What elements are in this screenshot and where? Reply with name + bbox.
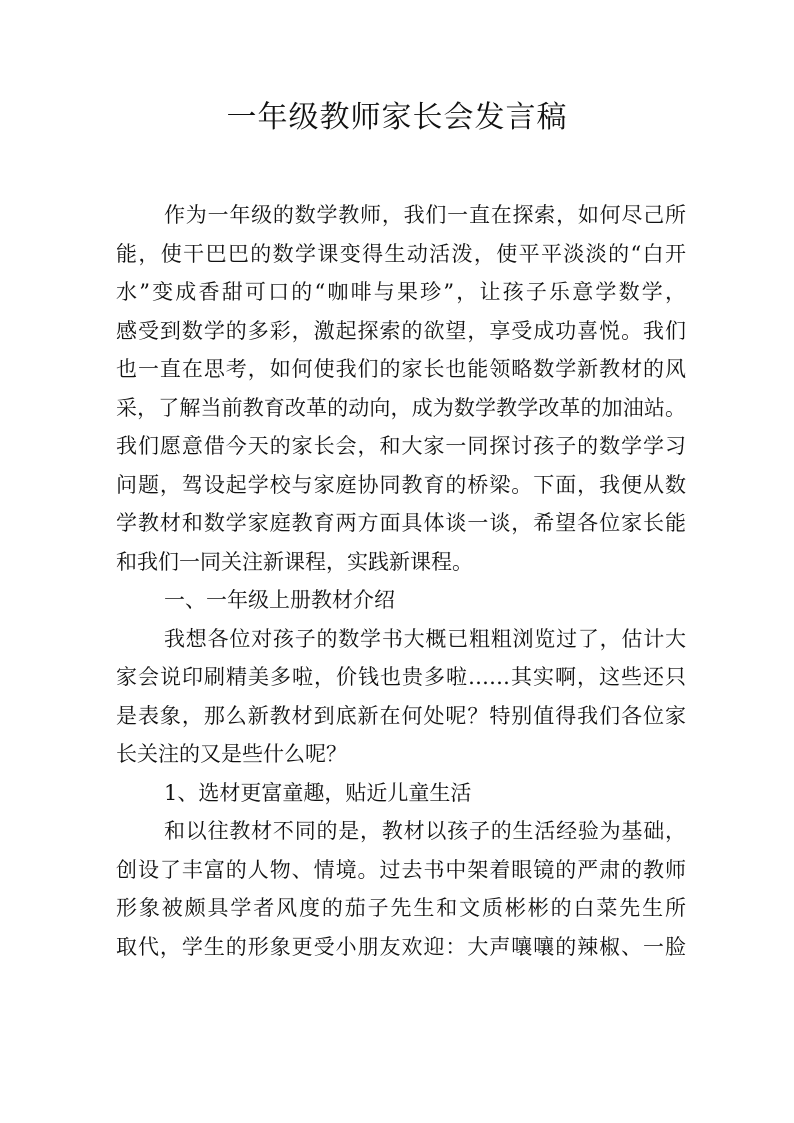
document-body bbox=[116, 196, 686, 966]
paragraph-line: 形象被颇具学者风度的茄子先生和文质彬彬的白菜先生所 bbox=[116, 896, 686, 920]
paragraph-line: 作为一年级的数学教师，我们一直在探索，如何尽己所 bbox=[164, 203, 686, 227]
paragraph-line: 问题，驾设起学校与家庭协同教育的桥梁。下面，我便从数 bbox=[116, 472, 686, 497]
paragraph-line: 学教材和数学家庭教育两方面具体谈一谈，希望各位家长能 bbox=[116, 511, 686, 535]
paragraph-line: 是表象，那么新教材到底新在何处呢？特别值得我们各位家 bbox=[116, 703, 686, 728]
paragraph-line: 也一直在思考，如何使我们的家长也能领略数学新教材的风 bbox=[116, 357, 686, 381]
document-title: 一年级教师家长会发言稿 bbox=[226, 100, 568, 135]
paragraph-line: 我想各位对孩子的数学书大概已粗粗浏览过了，估计大 bbox=[164, 626, 686, 651]
paragraph-line: 我们愿意借今天的家长会，和大家一同探讨孩子的数学学习 bbox=[116, 434, 686, 458]
paragraph-line: 和以往教材不同的是，教材以孩子的生活经验为基础， bbox=[164, 819, 686, 843]
section-heading: 一、一年级上册教材介绍 bbox=[164, 588, 395, 612]
paragraph-line: 水”变成香甜可口的“咖啡与果珍”，让孩子乐意学数学， bbox=[116, 280, 686, 304]
paragraph-line: 家会说印刷精美多啦，价钱也贵多啦……其实啊，这些还只 bbox=[116, 665, 686, 689]
paragraph-line: 和我们一同关注新课程，实践新课程。 bbox=[116, 549, 473, 574]
paragraph-line: 感受到数学的多彩，激起探索的欲望，享受成功喜悦。我们 bbox=[116, 318, 686, 343]
subsection-heading: 1、选材更富童趣，贴近儿童生活 bbox=[164, 780, 472, 805]
paragraph-line: 创设了丰富的人物、情境。过去书中架着眼镜的严肃的教师 bbox=[116, 857, 686, 882]
paragraph-line: 采，了解当前教育改革的动向，成为数学教学改革的加油站。 bbox=[116, 395, 686, 420]
paragraph-line: 长关注的又是些什么呢？ bbox=[116, 742, 347, 766]
paragraph-line: 取代，学生的形象更受小朋友欢迎：大声嚷嚷的辣椒、一脸 bbox=[116, 934, 686, 959]
paragraph-line: 能，使干巴巴的数学课变得生动活泼，使平平淡淡的“白开 bbox=[116, 241, 686, 266]
